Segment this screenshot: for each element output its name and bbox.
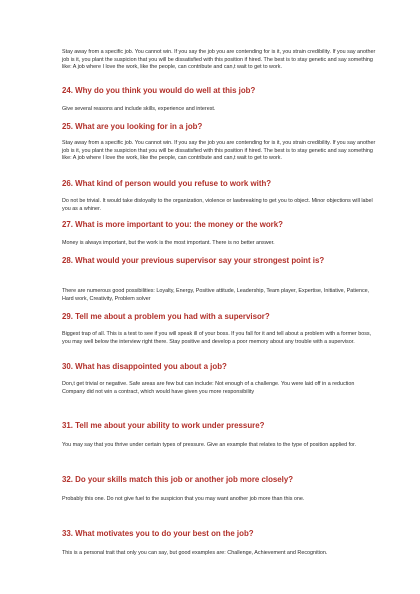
answer-text: Don,t get trivial or negative. Safe areas are few but can include: Not enough of a challenge. You were laid off in a reduction Company did not win a contract, which would have given you more responsibility (62, 381, 355, 395)
intro-paragraph (62, 49, 378, 72)
answer-29 (62, 331, 378, 346)
question-28-heading: 28. What would your previous supervisor say your strongest point is? (62, 256, 325, 265)
answer-text: Biggest trap of all. This is a test to see if you will speak ill of your boss. If you fall for it and tell about a problem with a former boss, you may well below the interview right there. Stay positive and develop a poor memory about any trouble with a supervisor. (62, 331, 372, 345)
question-25-heading: 25. What are you looking for in a job? (62, 122, 203, 131)
answer-26 (62, 198, 378, 213)
answer-32 (62, 494, 378, 504)
answer-text: Money is always important, but the work is the most important. There is no better answer. (62, 240, 275, 246)
question-29-heading: 29. Tell me about a problem you had with a supervisor? (62, 312, 270, 321)
question-26-heading: 26. What kind of person would you refuse to work with? (62, 179, 272, 188)
answer-27 (62, 240, 378, 248)
question-31-heading: 31. Tell me about your ability to work under pressure? (62, 421, 265, 430)
answer-24 (62, 106, 378, 114)
answer-text: Stay away from a specific job. You cannot win. If you say the job you are contending for is it, you strain credibility. If you say another job is it, you plant the suspicion that you will be dissatisfied with this position if hired. The best is to stay genetic and say something like: A job where I love the work, like the people, can contribute and can,t wait to get to work. (62, 49, 376, 71)
answer-30 (62, 381, 378, 396)
question-30-heading: 30. What has disappointed you about a job? (62, 362, 227, 371)
answer-text: You may say that you thrive under certain types of pressure. Give an example that relates to the type of position applied for. (62, 442, 357, 448)
answer-text: Stay away from a specific job. You cannot win. If you say the job you are contending for is it, you strain credibility. If you say another job is it, you plant the suspicion that you will be dissatisfied with this position if hired. The best is to stay genetic and say something like: A job where I love the work, like the people, can contribute and can,t wait to get to work. (62, 140, 376, 162)
answer-31 (62, 440, 378, 450)
answer-28 (62, 288, 378, 303)
answer-text: Do not be trivial. It would take disloyalty to the organization, violence or lawbreaking to get you to object. Minor objections will label you as a whiner. (62, 198, 373, 212)
answer-33 (62, 548, 378, 558)
answer-text: This is a personal trait that only you can say, but good examples are: Challenge, Achievement and Recognition. (62, 550, 328, 556)
answer-text: Probably this one. Do not give fuel to the suspicion that you may want another job more than this one. (62, 496, 305, 502)
answer-text: Give several reasons and include skills, experience and interest. (62, 106, 216, 112)
question-33-heading: 33. What motivates you to do your best on the job? (62, 529, 254, 538)
question-24-heading: 24. Why do you think you would do well at this job? (62, 86, 256, 95)
question-32-heading: 32. Do your skills match this job or another job more closely? (62, 475, 294, 484)
answer-25 (62, 140, 378, 163)
answer-text: There are numerous good possibilities: Loyalty, Energy, Positive attitude, Leadership, Team player, Expertise, Initiative, Patience, Hard work, Creativity, Problem solver (62, 288, 370, 302)
question-27-heading: 27. What is more important to you: the money or the work? (62, 220, 283, 229)
